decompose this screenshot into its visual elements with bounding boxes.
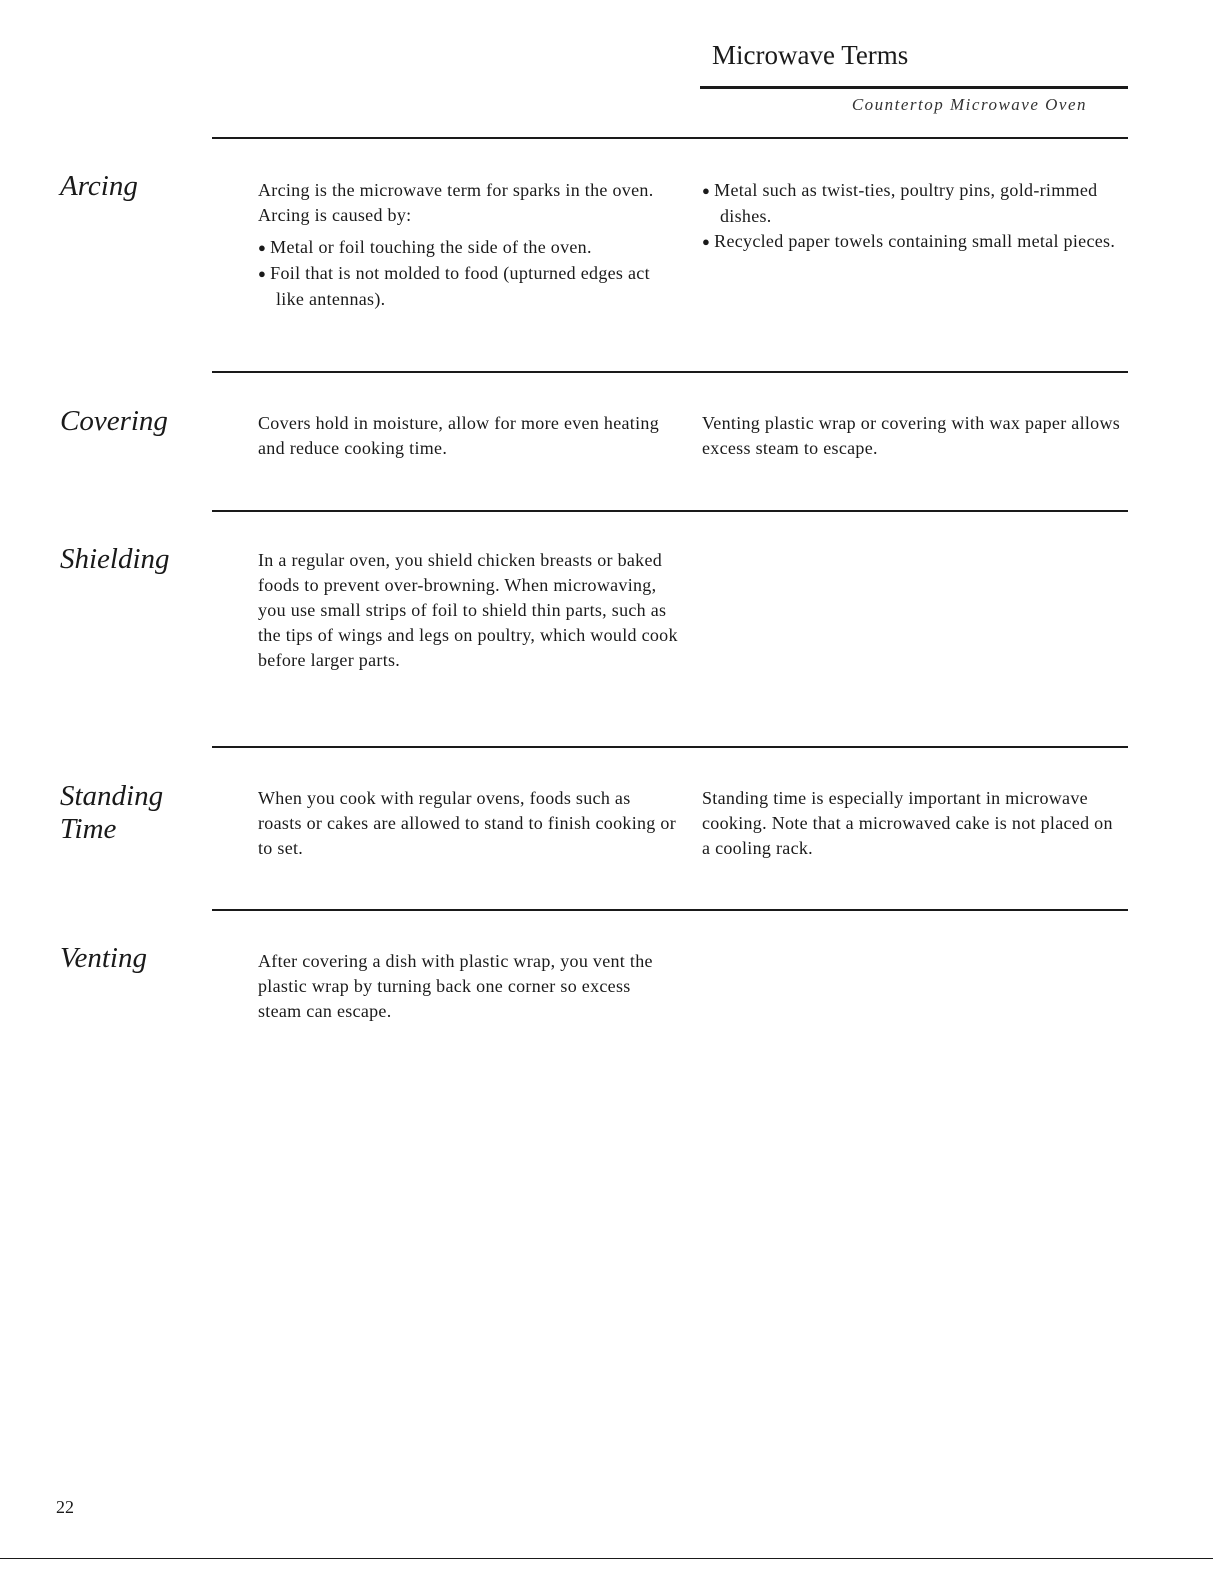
covering-right-text: Venting plastic wrap or covering with wax paper allows excess steam to escape.	[702, 413, 1121, 458]
standing-time-right-text: Standing time is especially important in microwave cooking. Note that a microwaved cake is not placed on a cooling rack.	[702, 788, 1113, 858]
term-shielding: Shielding	[60, 543, 170, 575]
term-covering: Covering	[60, 405, 168, 437]
section-divider	[212, 510, 1128, 512]
covering-right-column	[702, 411, 1122, 461]
arcing-intro: Arcing is the microwave term for sparks in the oven. Arcing is caused by:	[258, 180, 654, 225]
covering-left-column	[258, 411, 678, 461]
section-divider	[212, 909, 1128, 911]
section-divider	[212, 746, 1128, 748]
arcing-bullet-1: ● Metal or foil touching the side of the oven.	[258, 237, 592, 257]
standing-time-right-column	[702, 786, 1122, 861]
arcing-bullet-4: ● Recycled paper towels containing small metal pieces.	[702, 231, 1116, 251]
shielding-text: In a regular oven, you shield chicken breasts or baked foods to prevent over-browning. When microwaving, you use small strips of foil to shield thin parts, such as the tips of wings and legs on poultry, which would cook before larger parts.	[258, 550, 678, 670]
page-subtitle: Countertop Microwave Oven	[851, 95, 1087, 114]
term-standing-time: Standing Time	[60, 780, 164, 845]
arcing-bullet-2: ● Foil that is not molded to food (upturned edges act like antennas).	[258, 263, 650, 309]
bottom-rule	[0, 1558, 1213, 1559]
covering-left-text: Covers hold in moisture, allow for more even heating and reduce cooking time.	[258, 413, 660, 458]
page-number: 22	[56, 1497, 74, 1517]
standing-time-left-text: When you cook with regular ovens, foods such as roasts or cakes are allowed to stand to finish cooking or to set.	[258, 788, 676, 858]
arcing-bullet-3: ● Metal such as twist-ties, poultry pins, gold-rimmed dishes.	[702, 180, 1098, 226]
term-venting: Venting	[60, 942, 147, 974]
page-title: Microwave Terms	[712, 40, 909, 70]
bullet-icon: ●	[258, 266, 267, 281]
bullet-icon: ●	[258, 240, 267, 255]
standing-time-left-column	[258, 786, 678, 861]
arcing-right-column	[702, 178, 1122, 255]
venting-left-column	[258, 949, 678, 1024]
bullet-icon: ●	[702, 234, 711, 249]
venting-text: After covering a dish with plastic wrap, you vent the plastic wrap by turning back one corner so excess steam can escape.	[258, 951, 653, 1021]
arcing-left-column	[258, 178, 678, 312]
section-divider	[212, 137, 1128, 139]
shielding-left-column	[258, 548, 678, 673]
term-arcing: Arcing	[60, 170, 138, 202]
bullet-icon: ●	[702, 183, 711, 198]
header-rule	[700, 86, 1128, 89]
section-divider	[212, 371, 1128, 373]
